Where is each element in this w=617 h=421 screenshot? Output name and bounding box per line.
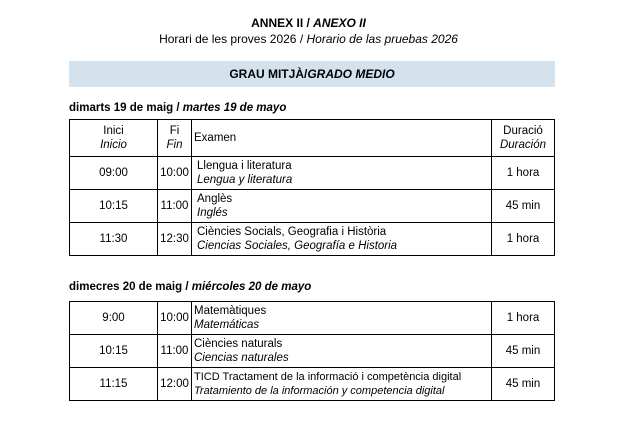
- exam-name-es: Ciencias Sociales, Geografía e Historia: [197, 240, 398, 252]
- exam-name-ca: TICD Tractament de la informació i competència digital: [194, 371, 462, 383]
- exam-name-es: Ciencias naturales: [194, 352, 289, 364]
- subtitle-ca: Horari de les proves 2026: [159, 32, 297, 46]
- end-time: 11:00: [158, 335, 192, 368]
- header-start: [70, 120, 158, 157]
- table-header-row: [70, 120, 555, 157]
- start-time: 11:15: [70, 368, 158, 401]
- document-header: [0, 15, 617, 47]
- table-row: [70, 368, 555, 401]
- exam-name-es: Matemáticas: [194, 319, 260, 331]
- exam-name-es: Tratamiento de la información y competencia digital: [194, 385, 445, 397]
- header-duration-ca: Duració: [503, 125, 543, 137]
- header-exam: Examen: [192, 120, 492, 157]
- exam-name-ca: Ciències naturals: [194, 338, 283, 350]
- end-time: 12:30: [158, 223, 192, 256]
- exam-name-es: Inglés: [197, 207, 228, 219]
- day-heading-es: miércoles 20 de mayo: [191, 281, 312, 293]
- table-row: [70, 302, 555, 335]
- start-time: 11:30: [70, 223, 158, 256]
- table-row: [70, 190, 555, 223]
- exam-cell: [192, 190, 492, 223]
- exam-name-es: Lengua y literatura: [197, 174, 293, 186]
- exam-cell: [192, 335, 492, 368]
- annex-title: [0, 15, 617, 31]
- duration: 1 hora: [492, 157, 555, 190]
- start-time: 09:00: [70, 157, 158, 190]
- annex-title-ca: ANNEX II: [251, 16, 304, 30]
- annex-title-separator: /: [303, 16, 314, 30]
- exam-name-ca: Ciències Socials, Geografia i Història: [197, 226, 387, 238]
- exam-cell: [192, 302, 492, 335]
- header-start-es: Inicio: [100, 139, 127, 151]
- day-heading-ca: dimarts 19 de maig: [69, 102, 174, 114]
- level-label-ca: GRAU MITJÀ: [229, 67, 304, 81]
- header-end-ca: Fi: [169, 125, 180, 137]
- table-row: [70, 157, 555, 190]
- day-heading-ca: dimecres 20 de maig: [69, 281, 183, 293]
- duration: 45 min: [492, 190, 555, 223]
- day-heading-separator: /: [182, 281, 192, 293]
- exam-cell: [192, 368, 492, 401]
- header-end: [158, 120, 192, 157]
- exam-name-ca: Matemàtiques: [194, 305, 267, 317]
- duration: 1 hora: [492, 302, 555, 335]
- schedule-subtitle: [0, 31, 617, 47]
- level-label-es: GRADO MEDIO: [307, 67, 395, 81]
- day-heading-2: [69, 281, 311, 293]
- end-time: 10:00: [158, 157, 192, 190]
- exam-cell: [192, 223, 492, 256]
- level-band: [69, 61, 555, 87]
- start-time: 9:00: [70, 302, 158, 335]
- annex-title-es: ANEXO II: [313, 16, 366, 30]
- header-end-es: Fin: [166, 139, 183, 151]
- end-time: 11:00: [158, 190, 192, 223]
- table-row: [70, 223, 555, 256]
- exam-name-ca: Anglès: [197, 193, 233, 205]
- day-heading-es: martes 19 de mayo: [182, 102, 287, 114]
- table-row: [70, 335, 555, 368]
- subtitle-es: Horario de las pruebas 2026: [306, 32, 458, 46]
- day-heading-separator: /: [173, 102, 183, 114]
- start-time: 10:15: [70, 335, 158, 368]
- subtitle-separator: /: [296, 32, 307, 46]
- exam-cell: [192, 157, 492, 190]
- header-duration: [492, 120, 555, 157]
- duration: 45 min: [492, 368, 555, 401]
- start-time: 10:15: [70, 190, 158, 223]
- day-heading-1: [69, 102, 286, 114]
- duration: 45 min: [492, 335, 555, 368]
- end-time: 12:00: [158, 368, 192, 401]
- end-time: 10:00: [158, 302, 192, 335]
- schedule-table-day-2: [69, 301, 555, 401]
- header-start-ca: Inici: [103, 125, 124, 137]
- exam-name-ca: Llengua i literatura: [197, 160, 292, 172]
- schedule-table-day-1: [69, 119, 555, 256]
- level-label-separator: /: [303, 67, 308, 81]
- header-duration-es: Duración: [499, 139, 547, 151]
- duration: 1 hora: [492, 223, 555, 256]
